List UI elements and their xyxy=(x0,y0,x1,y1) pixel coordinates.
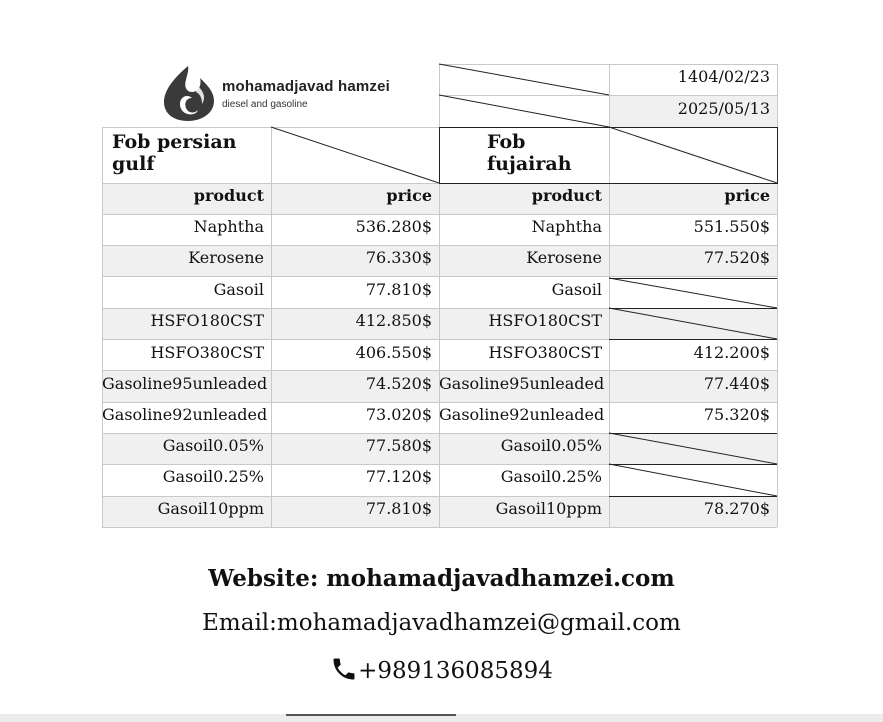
logo-tagline: diesel and gasoline xyxy=(222,99,308,110)
title-fob-fujairah: Fob fujairah xyxy=(487,131,572,175)
table-cell-product: Gasoil0.25% xyxy=(500,467,602,486)
table-cell-price: 406.550$ xyxy=(355,343,432,362)
header-price-fuj: price xyxy=(724,186,770,205)
table-cell-price: 77.440$ xyxy=(703,374,770,393)
table-cell-price: 76.330$ xyxy=(365,248,432,267)
table-cell-product: HSFO180CST xyxy=(488,311,602,330)
contact-phone-number: +989136085894 xyxy=(358,658,553,684)
table-cell-price: 73.020$ xyxy=(365,405,432,424)
table-cell-product: Gasoline95unleaded xyxy=(102,374,268,393)
scrollbar-thumb[interactable] xyxy=(286,714,456,716)
table-cell-product: Gasoil10ppm xyxy=(495,499,602,518)
table-cell-price: 77.520$ xyxy=(703,248,770,267)
header-product-fuj: product xyxy=(531,186,602,205)
table-cell-price: 551.550$ xyxy=(693,217,770,236)
table-cell-price: 412.850$ xyxy=(355,311,432,330)
logo-brand-name: mohamadjavad hamzei xyxy=(222,78,391,95)
table-cell-product: HSFO380CST xyxy=(150,343,264,362)
table-cell-price: 77.810$ xyxy=(365,280,432,299)
table-cell-product: Kerosene xyxy=(526,248,602,267)
table-cell-product: HSFO380CST xyxy=(488,343,602,362)
table-cell-product: Gasoline92unleaded xyxy=(102,405,268,424)
table-cell-product: Gasoil10ppm xyxy=(157,499,264,518)
table-cell-product: HSFO180CST xyxy=(150,311,264,330)
table-cell-price: 77.810$ xyxy=(365,499,432,518)
bottom-scrollbar[interactable] xyxy=(0,714,883,722)
table-cell-product: Gasoline92unleaded xyxy=(439,405,605,424)
table-cell-price: 412.200$ xyxy=(693,343,770,362)
table-cell-product: Gasoil0.05% xyxy=(500,436,602,455)
header-price-pg: price xyxy=(386,186,432,205)
table-cell-price: 78.270$ xyxy=(703,499,770,518)
date-shamsi: 1404/02/23 xyxy=(677,67,770,86)
table-cell-product: Gasoil0.05% xyxy=(162,436,264,455)
header-product-pg: product xyxy=(193,186,264,205)
table-cell-price: 77.120$ xyxy=(365,467,432,486)
table-cell-product: Gasoil0.25% xyxy=(162,467,264,486)
date-gregorian: 2025/05/13 xyxy=(677,99,770,118)
table-cell-product: Naphtha xyxy=(531,217,602,236)
table-cell-price: 536.280$ xyxy=(355,217,432,236)
table-cell-product: Gasoline95unleaded xyxy=(439,374,605,393)
contact-phone-line[interactable] xyxy=(0,655,883,684)
contact-email[interactable]: Email:mohamadjavadhamzei@gmail.com xyxy=(202,610,681,636)
table-cell-price: 75.320$ xyxy=(703,405,770,424)
table-cell-price: 77.580$ xyxy=(365,436,432,455)
table-cell-product: Naphtha xyxy=(193,217,264,236)
title-fob-persian-gulf: Fob persian gulf xyxy=(112,131,237,175)
phone-icon xyxy=(330,655,358,683)
table-cell-product: Gasoil xyxy=(551,280,602,299)
contact-website[interactable]: Website: mohamadjavadhamzei.com xyxy=(208,565,675,592)
table-cell-product: Gasoil xyxy=(213,280,264,299)
table-cell-product: Kerosene xyxy=(188,248,264,267)
table-cell-price: 74.520$ xyxy=(365,374,432,393)
